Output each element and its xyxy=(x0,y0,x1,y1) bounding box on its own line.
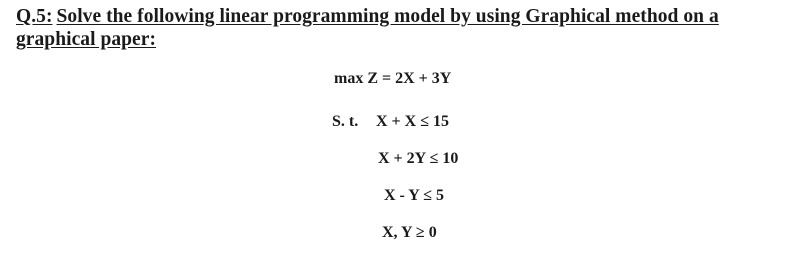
question-text: Solve the following linear programming model by using Graphical method on a graphical paper: xyxy=(16,6,719,50)
constraint-2: X + 2Y ≤ 10 xyxy=(378,150,459,167)
objective-function: max Z = 2X + 3Y xyxy=(334,70,452,87)
question-number: Q.5: xyxy=(16,6,53,27)
subject-to-label: S. t. xyxy=(332,113,359,130)
non-negativity-constraint: X, Y ≥ 0 xyxy=(382,224,437,241)
constraint-3: X - Y ≤ 5 xyxy=(384,187,445,204)
constraint-1: X + X ≤ 15 xyxy=(376,113,450,130)
